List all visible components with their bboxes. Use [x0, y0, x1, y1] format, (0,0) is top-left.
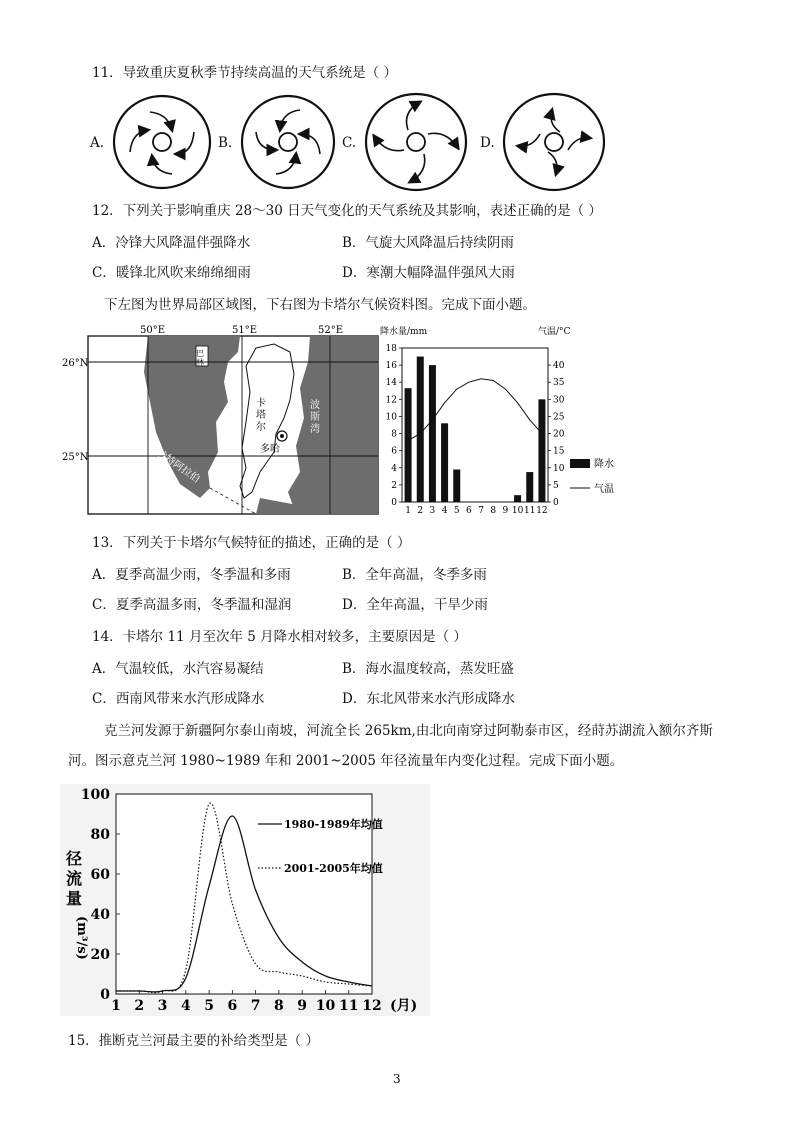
temp-axis-label: 30: [553, 395, 565, 406]
precip-bar: [405, 388, 412, 502]
month-tick-label: 8: [490, 506, 497, 516]
runoff-xtick-label: 10: [315, 998, 336, 1014]
map-doha: 多哈: [260, 444, 280, 455]
q14-option-a: A．气温较低，水汽容易凝结: [92, 661, 264, 677]
runoff-xtick-label: 3: [157, 998, 168, 1014]
runoff-ylabel-3: 量: [66, 889, 83, 908]
runoff-xunit: (月): [390, 998, 418, 1014]
map-lat-25: 25°N: [62, 452, 89, 463]
intro-paragraph-1: 下左图为世界局部区域图，下右图为卡塔尔气候资料图。完成下面小题。: [104, 297, 536, 313]
temp-axis-label: 10: [553, 463, 565, 474]
precip-axis-label: 6: [391, 446, 397, 457]
q12-option-b: B．气旋大风降温后持续阴雨: [342, 235, 514, 251]
map-gulf-1: 波: [310, 400, 320, 411]
intro-paragraph-2-line2: 河。图示意克兰河 1980~1989 年和 2001~2005 年径流量年内变化过程。完成下面小题。: [68, 753, 624, 769]
precip-bar: [429, 365, 436, 502]
precip-bar: [526, 472, 533, 502]
legend-precip: 降水: [594, 459, 614, 470]
map-gulf-3: 湾: [310, 424, 320, 435]
runoff-xtick-label: 12: [362, 998, 382, 1014]
q13-option-a: A．夏季高温少雨，冬季温和多雨: [92, 567, 291, 583]
map-qatar-3: 尔: [256, 422, 266, 433]
map-bahrain-1: 巴: [196, 349, 204, 358]
map-qatar-2: 塔: [256, 410, 266, 421]
temp-axis-label: 40: [553, 361, 565, 372]
q11-label-d: D.: [480, 135, 495, 151]
month-tick-label: 3: [429, 506, 436, 516]
legend-precip-swatch: [570, 459, 590, 468]
precip-bar: [441, 423, 448, 502]
runoff-ytick-label: 80: [90, 827, 110, 843]
map-lon-51: 51°E: [232, 325, 258, 336]
runoff-ytick-label: 20: [90, 947, 110, 963]
month-tick-label: 10: [511, 506, 524, 516]
q14-option-b: B．海水温度较高，蒸发旺盛: [342, 661, 514, 677]
runoff-ytick-label: 100: [80, 787, 110, 803]
map-qatar-1: 卡: [256, 398, 266, 409]
climate-left-axis-title: 降水量/mm: [380, 327, 428, 337]
precip-axis-label: 14: [385, 378, 397, 389]
month-tick-label: 2: [417, 506, 424, 516]
runoff-ylabel-1: 径: [66, 849, 83, 868]
precip-axis-label: 16: [385, 361, 397, 372]
climate-right-axis-title: 气温/°C: [538, 327, 571, 337]
q11-label-a: A.: [90, 135, 105, 151]
q13-option-c: C．夏季高温多雨，冬季温和湿润: [92, 597, 292, 613]
qatar-climate-chart: [378, 322, 638, 518]
runoff-ylabel-unit: (m³/s): [74, 916, 89, 960]
temp-axis-label: 20: [553, 429, 565, 440]
map-saudi: 沙特阿拉伯: [154, 447, 202, 486]
precip-axis-label: 0: [391, 498, 397, 508]
precip-bar: [514, 495, 521, 502]
legend-temp: 气温: [594, 484, 614, 495]
temp-axis-label: 35: [553, 378, 565, 389]
page-number: 3: [393, 1072, 401, 1086]
month-tick-label: 7: [478, 506, 484, 516]
q13-option-d: D．全年高温，干旱少雨: [342, 597, 488, 613]
intro-paragraph-2-line1: 克兰河发源于新疆阿尔泰山南坡，河流全长 265km,由北向南穿过阿勒泰市区，经莳苏湖流入额尔齐斯: [104, 723, 713, 739]
q12-option-d: D．寒潮大幅降温伴强风大雨: [342, 265, 515, 281]
q12-option-c: C．暖锋北风吹来绵绵细雨: [92, 265, 251, 281]
temp-axis-label: 5: [553, 480, 559, 491]
q11-diagram-d-anticyclone-ccw: [500, 90, 608, 196]
runoff-ylabel-2: 流: [66, 869, 83, 888]
temp-axis-label: 15: [553, 446, 565, 457]
runoff-chart: [60, 784, 430, 1016]
runoff-xtick-label: 7: [250, 998, 261, 1014]
q12-option-a: A．冷锋大风降温伴强降水: [92, 235, 251, 251]
map-lon-50: 50°E: [140, 325, 166, 336]
runoff-xtick-label: 2: [134, 998, 145, 1014]
q11-diagram-b-cyclone-cw: [238, 92, 338, 192]
map-gulf-2: 斯: [310, 412, 320, 423]
precip-bar: [417, 357, 424, 502]
q11-diagram-c-anticyclone-cw: [362, 90, 470, 196]
runoff-ytick-label: 0: [100, 987, 110, 1003]
runoff-ytick-label: 60: [90, 867, 110, 883]
month-tick-label: 1: [405, 506, 411, 516]
precip-axis-label: 2: [391, 480, 397, 491]
runoff-ytick-label: 40: [90, 907, 110, 923]
map-lon-52: 52°E: [318, 325, 344, 336]
runoff-xtick-label: 4: [180, 998, 191, 1014]
runoff-xtick-label: 8: [274, 998, 284, 1014]
runoff-xtick-label: 5: [204, 998, 214, 1014]
q13-stem: 13．下列关于卡塔尔气候特征的描述，正确的是（ ）: [92, 535, 411, 551]
precip-bar: [538, 399, 545, 502]
precip-axis-label: 18: [385, 344, 397, 354]
q14-option-c: C．西南风带来水汽形成降水: [92, 691, 265, 707]
q12-stem: 12．下列关于影响重庆 28～30 日天气变化的天气系统及其影响，表述正确的是（ ）: [92, 203, 602, 219]
runoff-legend2: 2001-2005年均值: [284, 862, 383, 875]
month-tick-label: 12: [536, 506, 548, 516]
month-tick-label: 11: [524, 506, 536, 516]
map-lat-26: 26°N: [62, 358, 89, 369]
temperature-line: [408, 379, 542, 441]
runoff-xtick-label: 11: [338, 998, 359, 1014]
q11-label-b: B.: [218, 135, 233, 151]
precip-bar: [453, 469, 460, 502]
month-tick-label: 5: [453, 506, 460, 516]
q13-option-b: B．全年高温，冬季多雨: [342, 567, 487, 583]
map-bahrain-2: 林: [196, 358, 204, 367]
runoff-xtick-label: 9: [297, 998, 308, 1014]
q14-stem: 14．卡塔尔 11 月至次年 5 月降水相对较多，主要原因是（ ）: [92, 629, 467, 645]
q14-option-d: D．东北风带来水汽形成降水: [342, 691, 515, 707]
month-tick-label: 9: [502, 506, 509, 516]
runoff-legend1: 1980-1989年均值: [284, 818, 383, 831]
q11-label-c: C.: [342, 135, 357, 151]
precip-axis-label: 12: [385, 395, 397, 406]
runoff-xtick-label: 6: [227, 998, 238, 1014]
precip-axis-label: 4: [391, 463, 397, 474]
q11-stem: 11．导致重庆夏秋季节持续高温的天气系统是（ ）: [92, 65, 397, 81]
q15-stem: 15．推断克兰河最主要的补给类型是（ ）: [68, 1033, 319, 1049]
month-tick-label: 4: [441, 506, 448, 516]
q11-diagram-a-cyclone-ccw: [110, 92, 214, 192]
precip-axis-label: 10: [385, 412, 397, 423]
precip-axis-label: 8: [391, 429, 397, 440]
runoff-xtick-label: 1: [111, 998, 121, 1014]
temp-axis-label: 0: [553, 498, 559, 508]
temp-axis-label: 25: [553, 412, 565, 423]
month-tick-label: 6: [466, 506, 472, 516]
qatar-region-map: [60, 322, 382, 518]
